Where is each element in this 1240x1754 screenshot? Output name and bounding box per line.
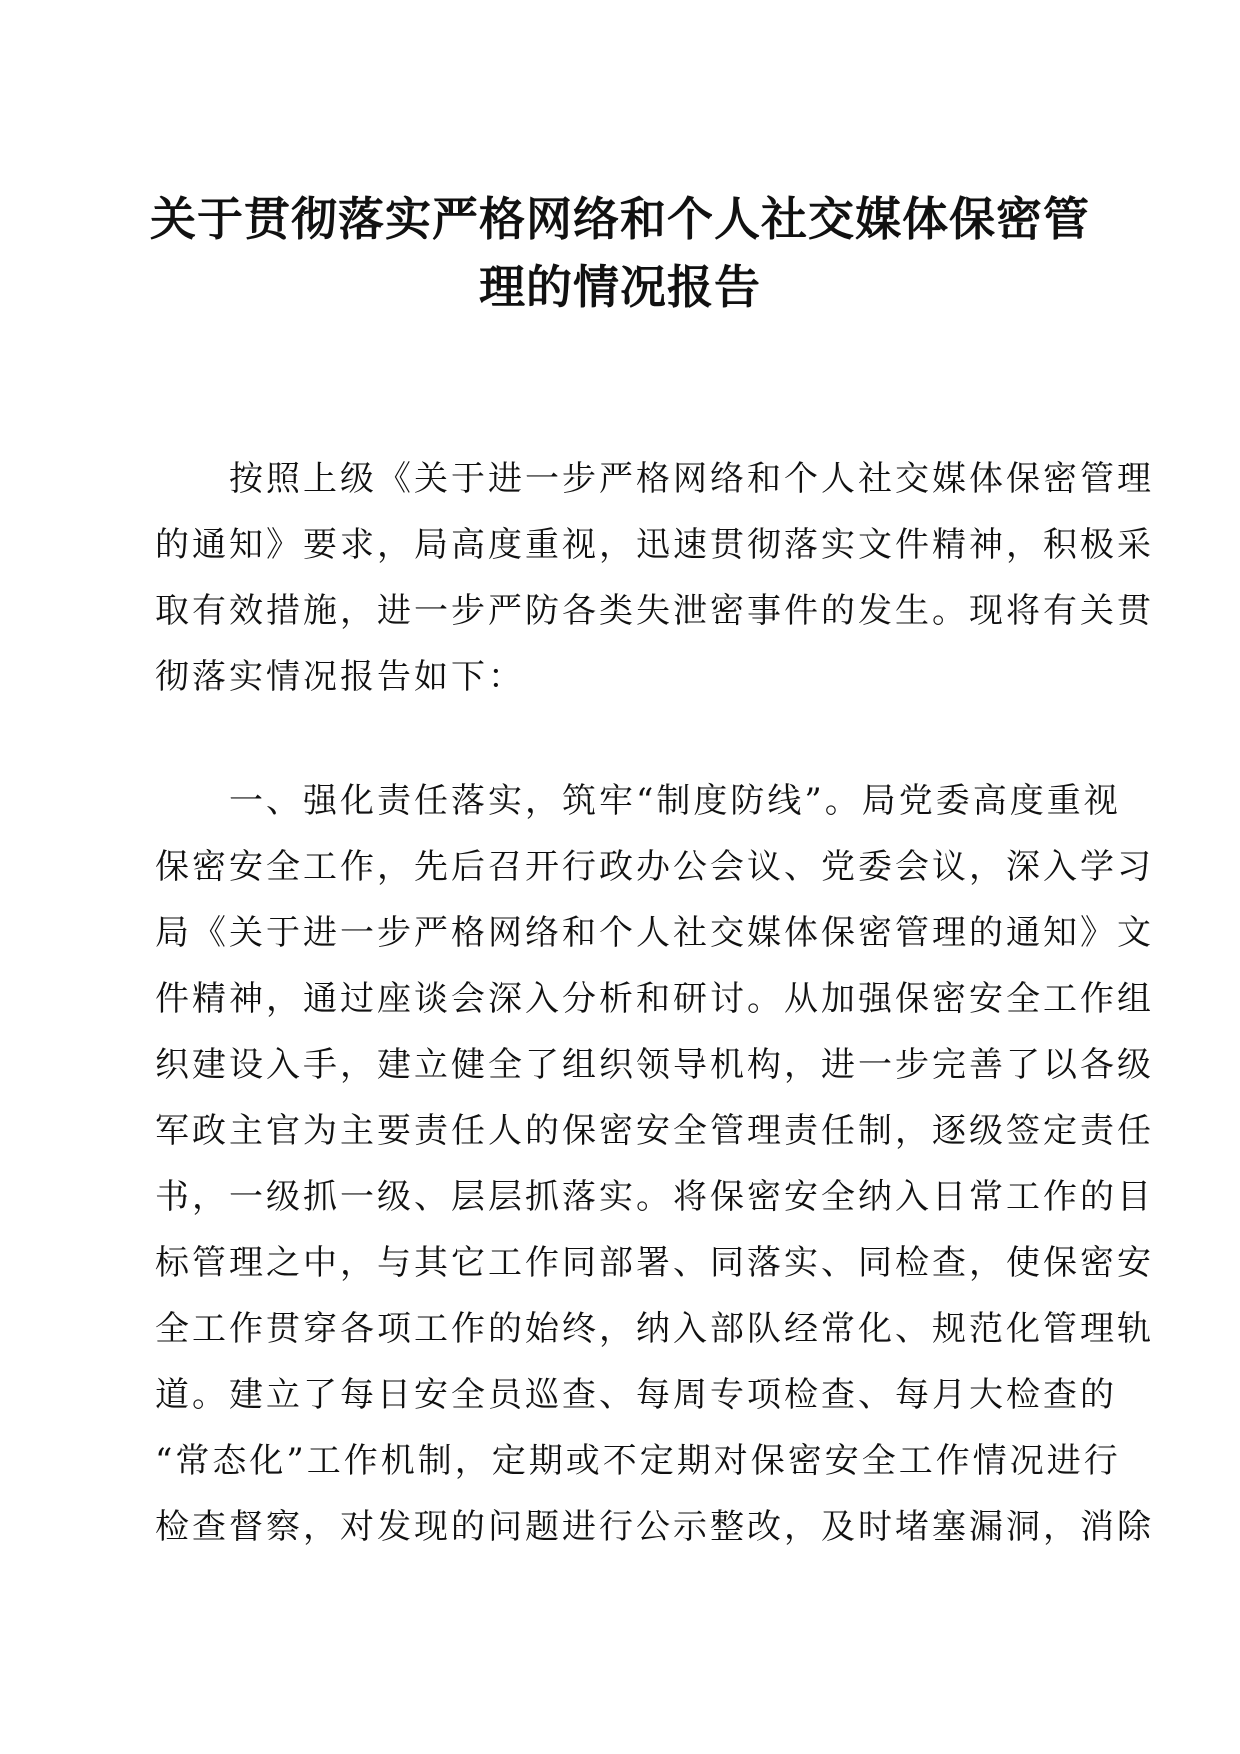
paragraph-line: 标管理之中，与其它工作同部署、同落实、同检查，使保密安 — [155, 1243, 1154, 1283]
title-line: 关于贯彻落实严格网络和个人社交媒体保密管 — [150, 192, 1090, 246]
paragraph-line: 的通知》要求，局高度重视，迅速贯彻落实文件精神，积极采 — [155, 525, 1154, 565]
paragraph-line: 军政主官为主要责任人的保密安全管理责任制，逐级签定责任 — [155, 1111, 1154, 1151]
paragraph-line: 彻落实情况报告如下： — [155, 657, 525, 697]
paragraph-line: 取有效措施，进一步严防各类失泄密事件的发生。现将有关贯 — [155, 591, 1154, 631]
paragraph-line: 一、强化责任落实，筑牢“制度防线”。局党委高度重视 — [155, 781, 1121, 821]
intro-paragraph — [155, 446, 1154, 710]
paragraph-line: 全工作贯穿各项工作的始终，纳入部队经常化、规范化管理轨 — [155, 1309, 1154, 1349]
paragraph-line: 书，一级抓一级、层层抓落实。将保密安全纳入日常工作的目 — [155, 1177, 1154, 1217]
document-title — [150, 185, 1090, 321]
paragraph-line: 按照上级《关于进一步严格网络和个人社交媒体保密管理 — [155, 459, 1154, 499]
paragraph-line: 局《关于进一步严格网络和个人社交媒体保密管理的通知》文 — [155, 913, 1154, 953]
section-one-paragraph — [155, 768, 1154, 1560]
title-line: 理的情况报告 — [479, 260, 761, 314]
paragraph-line: 保密安全工作，先后召开行政办公会议、党委会议，深入学习 — [155, 847, 1154, 887]
paragraph-line: 检查督察，对发现的问题进行公示整改，及时堵塞漏洞，消除 — [155, 1507, 1154, 1547]
paragraph-line: “常态化”工作机制，定期或不定期对保密安全工作情况进行 — [155, 1441, 1121, 1481]
paragraph-line: 道。建立了每日安全员巡查、每周专项检查、每月大检查的 — [155, 1375, 1117, 1415]
paragraph-line: 件精神，通过座谈会深入分析和研讨。从加强保密安全工作组 — [155, 979, 1154, 1019]
paragraph-line: 织建设入手，建立健全了组织领导机构，进一步完善了以各级 — [155, 1045, 1154, 1085]
